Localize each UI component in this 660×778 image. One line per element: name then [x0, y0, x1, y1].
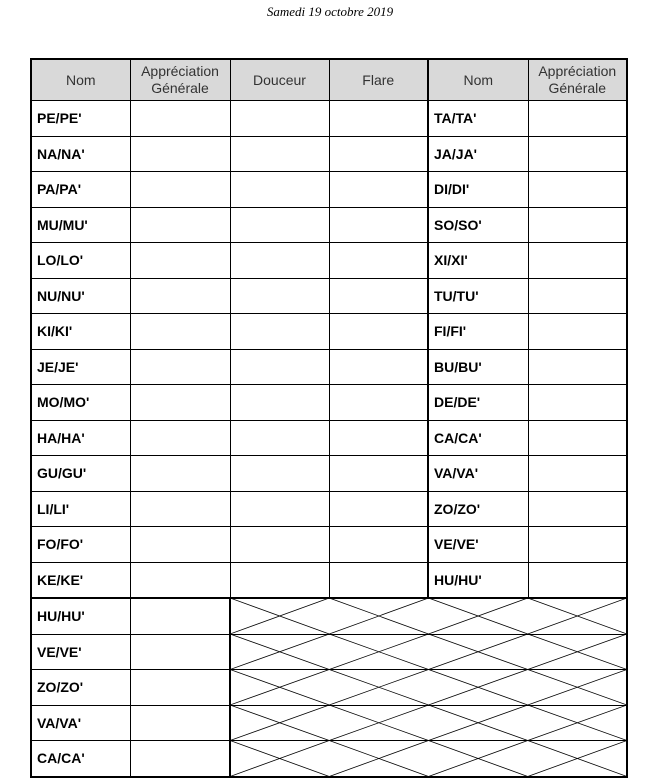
table-row	[31, 314, 627, 350]
appreciation-cell-extra[interactable]	[130, 670, 230, 706]
header-douceur: Douceur	[230, 59, 329, 101]
appreciation-cell-extra[interactable]	[130, 705, 230, 741]
douceur-cell[interactable]	[230, 314, 329, 350]
appreciation-cell-extra[interactable]	[130, 598, 230, 634]
appreciation-cell-left[interactable]	[130, 278, 230, 314]
appreciation-cell-left[interactable]	[130, 349, 230, 385]
flare-cell[interactable]	[329, 562, 428, 598]
appreciation-cell-right[interactable]	[528, 278, 627, 314]
name-cell-left: NU/NU'	[31, 278, 130, 314]
hatched-cell	[230, 598, 627, 634]
name-cell-extra: HU/HU'	[31, 598, 130, 634]
table-row	[31, 420, 627, 456]
header-flare: Flare	[329, 59, 428, 101]
name-cell-left: MO/MO'	[31, 385, 130, 421]
flare-cell[interactable]	[329, 491, 428, 527]
appreciation-cell-right[interactable]	[528, 101, 627, 137]
flare-cell[interactable]	[329, 278, 428, 314]
hatched-cell	[230, 741, 627, 777]
name-cell-left: HA/HA'	[31, 420, 130, 456]
name-cell-right: TA/TA'	[428, 101, 528, 137]
name-cell-right: CA/CA'	[428, 420, 528, 456]
hatched-cell	[230, 705, 627, 741]
douceur-cell[interactable]	[230, 527, 329, 563]
table-row	[31, 562, 627, 598]
table-row	[31, 527, 627, 563]
appreciation-cell-right[interactable]	[528, 172, 627, 208]
table-row	[31, 278, 627, 314]
appreciation-cell-left[interactable]	[130, 136, 230, 172]
session-date: Samedi 19 octobre 2019	[266, 4, 394, 19]
name-cell-right: TU/TU'	[428, 278, 528, 314]
douceur-cell[interactable]	[230, 243, 329, 279]
table-row	[31, 670, 627, 706]
header-appreciation-right: Appréciation Générale	[528, 59, 627, 101]
douceur-cell[interactable]	[230, 420, 329, 456]
table-row	[31, 741, 627, 777]
appreciation-cell-right[interactable]	[528, 136, 627, 172]
appreciation-cell-left[interactable]	[130, 243, 230, 279]
appreciation-cell-left[interactable]	[130, 527, 230, 563]
douceur-cell[interactable]	[230, 456, 329, 492]
name-cell-left: PE/PE'	[31, 101, 130, 137]
hatched-cell	[230, 670, 627, 706]
flare-cell[interactable]	[329, 243, 428, 279]
douceur-cell[interactable]	[230, 172, 329, 208]
appreciation-cell-left[interactable]	[130, 385, 230, 421]
appreciation-cell-extra[interactable]	[130, 741, 230, 777]
douceur-cell[interactable]	[230, 349, 329, 385]
appreciation-cell-right[interactable]	[528, 527, 627, 563]
flare-cell[interactable]	[329, 314, 428, 350]
appreciation-cell-left[interactable]	[130, 172, 230, 208]
appreciation-cell-left[interactable]	[130, 314, 230, 350]
flare-cell[interactable]	[329, 527, 428, 563]
name-cell-right: DI/DI'	[428, 172, 528, 208]
flare-cell[interactable]	[329, 385, 428, 421]
appreciation-cell-left[interactable]	[130, 207, 230, 243]
header-nom-left: Nom	[31, 59, 130, 101]
name-cell-left: NA/NA'	[31, 136, 130, 172]
name-cell-extra: VA/VA'	[31, 705, 130, 741]
appreciation-cell-right[interactable]	[528, 385, 627, 421]
flare-cell[interactable]	[329, 420, 428, 456]
name-cell-left: LI/LI'	[31, 491, 130, 527]
table-row	[31, 491, 627, 527]
name-cell-left: KE/KE'	[31, 562, 130, 598]
table-row	[31, 207, 627, 243]
name-cell-right: ZO/ZO'	[428, 491, 528, 527]
flare-cell[interactable]	[329, 207, 428, 243]
name-cell-extra: CA/CA'	[31, 741, 130, 777]
flare-cell[interactable]	[329, 172, 428, 208]
header-row	[31, 59, 627, 101]
flare-cell[interactable]	[329, 349, 428, 385]
name-cell-right: SO/SO'	[428, 207, 528, 243]
douceur-cell[interactable]	[230, 101, 329, 137]
appreciation-cell-extra[interactable]	[130, 634, 230, 670]
name-cell-right: JA/JA'	[428, 136, 528, 172]
header-nom-right: Nom	[428, 59, 528, 101]
appreciation-cell-left[interactable]	[130, 562, 230, 598]
flare-cell[interactable]	[329, 456, 428, 492]
appreciation-cell-right[interactable]	[528, 243, 627, 279]
name-cell-extra: VE/VE'	[31, 634, 130, 670]
name-cell-extra: ZO/ZO'	[31, 670, 130, 706]
name-cell-left: PA/PA'	[31, 172, 130, 208]
name-cell-right: VE/VE'	[428, 527, 528, 563]
evaluation-sheet	[30, 58, 628, 778]
appreciation-cell-right[interactable]	[528, 456, 627, 492]
appreciation-cell-right[interactable]	[528, 349, 627, 385]
appreciation-cell-left[interactable]	[130, 420, 230, 456]
appreciation-cell-left[interactable]	[130, 491, 230, 527]
name-cell-right: FI/FI'	[428, 314, 528, 350]
name-cell-left: KI/KI'	[31, 314, 130, 350]
name-cell-right: BU/BU'	[428, 349, 528, 385]
douceur-cell[interactable]	[230, 278, 329, 314]
douceur-cell[interactable]	[230, 562, 329, 598]
douceur-cell[interactable]	[230, 491, 329, 527]
name-cell-left: GU/GU'	[31, 456, 130, 492]
table-row	[31, 634, 627, 670]
table-row	[31, 101, 627, 137]
flare-cell[interactable]	[329, 136, 428, 172]
appreciation-cell-left[interactable]	[130, 101, 230, 137]
name-cell-right: VA/VA'	[428, 456, 528, 492]
table-row	[31, 349, 627, 385]
table-row	[31, 172, 627, 208]
appreciation-cell-right[interactable]	[528, 562, 627, 598]
table-row	[31, 456, 627, 492]
name-cell-right: XI/XI'	[428, 243, 528, 279]
name-cell-left: MU/MU'	[31, 207, 130, 243]
appreciation-cell-right[interactable]	[528, 420, 627, 456]
table-row	[31, 243, 627, 279]
hatched-cell	[230, 634, 627, 670]
header-appreciation-left: Appréciation Générale	[130, 59, 230, 101]
douceur-cell[interactable]	[230, 385, 329, 421]
name-cell-right: DE/DE'	[428, 385, 528, 421]
douceur-cell[interactable]	[230, 207, 329, 243]
appreciation-cell-right[interactable]	[528, 207, 627, 243]
appreciation-cell-left[interactable]	[130, 456, 230, 492]
evaluation-table	[30, 58, 628, 778]
table-row	[31, 136, 627, 172]
name-cell-left: FO/FO'	[31, 527, 130, 563]
table-row	[31, 385, 627, 421]
name-cell-left: LO/LO'	[31, 243, 130, 279]
name-cell-right: HU/HU'	[428, 562, 528, 598]
appreciation-cell-right[interactable]	[528, 491, 627, 527]
table-row	[31, 598, 627, 634]
name-cell-left: JE/JE'	[31, 349, 130, 385]
douceur-cell[interactable]	[230, 136, 329, 172]
table-row	[31, 705, 627, 741]
appreciation-cell-right[interactable]	[528, 314, 627, 350]
flare-cell[interactable]	[329, 101, 428, 137]
